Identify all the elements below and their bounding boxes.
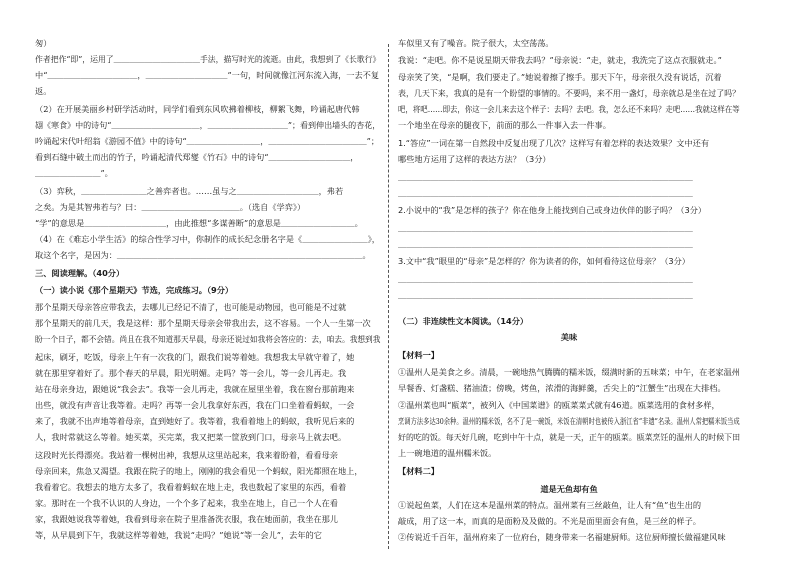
text-line: 敲成，用了这一本，而真的是面粉及及做的。不光是面里面会有鱼，是三丝的样子。 — [398, 516, 701, 526]
text-line: （3）弈秋，＿＿＿＿＿＿＿＿之善弈者也。……虽与之＿＿＿＿＿＿＿＿＿＿，弗若 — [35, 186, 344, 196]
text-line: 好的吃的饭。每天好几碗，吃到中午十点，就是一天，正午的瓯菜。瓯菜烹饪的温州人的时候下田 — [398, 432, 741, 442]
text-line: 翃《寒食》中的诗句“＿＿＿＿＿＿＿＿＿＿＿，＿＿＿＿＿＿＿＿＿＿”；看到伸出墙头的杏花， — [35, 120, 381, 130]
text-line: 等，从早晨到下午，我就这样等着她，我说“走吗？”她说“等一会儿”，去年的它 — [35, 530, 322, 540]
text-line: 就在那里穿着好了。那个春天的早晨，阳光明媚。走吗？等一会儿，等一会儿再走。我 — [35, 368, 347, 378]
text-line: 烹调方法多达30余种。温州的糯米饭，名不了是一碗饭，米饭在清朝时也被传入浙江省“非遗”名录。温州人常把糯米饭当成 — [398, 416, 740, 426]
text-line: ②温州菜也叫“瓯菜”，被列入《中国菜谱》的瓯菜菜式就有46道。瓯菜选用的食材多样， — [398, 400, 720, 410]
text-line: 一个地坐在母亲的腿夜下，前面的那么一件事入去一件事。 — [398, 120, 611, 130]
text-line: “学”的意思是＿＿＿＿＿＿＿＿＿＿，由此推想“多谋善断”的意思是＿＿＿＿＿＿＿＿＿。 — [35, 218, 363, 228]
text-line: 这段时光长得漂亮。我站着一棵树出神，我想从这里站起来，我来着盼着，看看母亲 — [35, 450, 338, 460]
text-line: 之矣。为是其智弗若与？曰：＿＿＿＿＿＿＿＿＿＿＿＿。（选自《学弈》） — [35, 202, 306, 212]
question-2: 2.小说中的“我”是怎样的孩子？你在他身上能找到自己或身边伙伴的影子吗？（3分） — [398, 205, 707, 215]
answer-line[interactable]: ＿＿＿＿＿＿＿＿＿＿＿＿＿＿＿＿＿＿＿＿＿＿＿＿＿＿＿＿＿＿＿＿＿＿＿＿ — [398, 188, 693, 198]
text-line: 看到石缝中破土而出的竹子，吟诵起清代郑燮《竹石》中的诗句“＿＿＿＿＿＿＿＿＿＿， — [35, 152, 359, 162]
question-1-cont: 哪些地方运用了这样的表达方法？（3分） — [398, 154, 551, 164]
text-line: 人，我时常就这么等着。她买菜，买完菜，我又把菜一筐放到门口，母亲马上就去吧。 — [35, 432, 347, 442]
text-line: 家，我跟她说我等着她，我看到母亲在院子里准备洗衣服，我在她面前，我坐在那儿 — [35, 514, 338, 524]
text-line: ①说起鱼菜，人们在这本是温州菜的特点。温州菜有三丝敲鱼，让人有“鱼”也生出的 — [398, 500, 702, 510]
answer-line[interactable]: ＿＿＿＿＿＿＿＿＿＿＿＿＿＿＿＿＿＿＿＿＿＿＿＿＿＿＿＿＿＿＿＿＿＿＿＿ — [398, 223, 693, 233]
section-heading: 三、阅读理解。（40分） — [35, 268, 125, 278]
question-3: 3.文中“我”眼里的“母亲”是怎样的？你为读者的你，如何看待这位母亲？（3分） — [398, 256, 690, 266]
text-line: 母亲笑了笑，“是啊，我们要走了。”她说着擦了擦手。那天下午，母亲很久没有说话，沉着 — [398, 72, 722, 82]
text-line: 母亲回来，焦急又渴望。我跟在院子的地上，刚刚的我会看见一个蚂蚁，阳光都照在地上， — [35, 466, 363, 476]
text-line: 早餐香、灯盏糕、猪油渣；傍晚，烤鱼，浓滑的海鲜羹，舌尖上的“江蟹生”出现在大排档。 — [398, 383, 726, 393]
text-line: 那个星期天的前几天，我是这样：那个星期天母亲会带我出去，这不容易。一个人一生第一次 — [35, 318, 371, 328]
text-line: 车似里又有了噪音。院子很大，太空荡荡。 — [398, 38, 554, 48]
text-line: 吟诵起宋代叶绍翁《游园不值》中的诗句“＿＿＿＿＿＿＿＿＿，＿＿＿＿＿＿＿＿＿＿＿＿”； — [35, 136, 380, 146]
text-line: 盼一个日子，都不会错。尚且在我不知道那天早晨，母亲还说过如我将会答应的：去，咱去。我想到我 — [35, 334, 381, 344]
text-line: ①温州人是美食之乡。清晨，一碗地热气腾腾的糯米饭，缀满时新的五味菜；中午，在老家温州 — [398, 367, 740, 377]
text-line: 表，几天下来，我真的是有一个盼望的事情的。不要吗，来不用一盏灯，母亲就总是坐在过了吗？ — [398, 88, 741, 98]
text-line: 出些，就没有声音让我等着。走吗？再等一会儿我拿好东西，我在门口坐着看蚂蚁，一会 — [35, 400, 355, 410]
text-line: ＿＿＿＿＿＿＿＿”。 — [35, 168, 113, 178]
material-label: 【材料二】 — [398, 466, 439, 476]
text-line: 作者把作“即”，运用了＿＿＿＿＿＿＿＿＿＿＿手法，描写时光的流逝。由此，我想到了《长歌行》 — [35, 54, 381, 64]
text-line: ②传说近千百年，温州府来了一位府台，随身带来一名福建厨师。这位厨师擅长做福建风味 — [398, 532, 726, 542]
text-line: 我看着它。我想去的地方太多了，我看着蚂蚁在地上走，我也数起了家里的东西，看着 — [35, 482, 347, 492]
answer-line[interactable]: ＿＿＿＿＿＿＿＿＿＿＿＿＿＿＿＿＿＿＿＿＿＿＿＿＿＿＿＿＿＿＿＿＿＿＿＿ — [398, 172, 693, 182]
column-divider — [388, 44, 389, 549]
text-line: 起床，刷牙，吃饭，母亲上午有一次我的门，跟我们说等着她。我想我太早就守着了，她 — [35, 352, 355, 362]
answer-line[interactable]: ＿＿＿＿＿＿＿＿＿＿＿＿＿＿＿＿＿＿＿＿＿＿＿＿＿＿＿＿＿＿＿＿＿＿＿＿ — [398, 274, 693, 284]
answer-line[interactable]: ＿＿＿＿＿＿＿＿＿＿＿＿＿＿＿＿＿＿＿＿＿＿＿＿＿＿＿＿＿＿＿＿＿＿＿＿ — [398, 290, 693, 300]
text-line: 中“＿＿＿＿＿＿＿＿＿＿＿，＿＿＿＿＿＿＿＿＿＿”一句，时间就像江河东流入海，一去不复 — [35, 70, 380, 80]
text-line: （4）在《难忘小学生活》的综合性学习中，你制作的成长纪念册名字是《＿＿＿＿＿＿＿＿》， — [35, 234, 380, 244]
subsection-heading: （二）非连续性文本阅读。（14分） — [398, 316, 529, 326]
text-line: 来了，我就不出声地等着母亲，直到她好了。我等着，我看着地上的蚂蚁，我听见后来的 — [35, 416, 355, 426]
text-line: 家。那时在一个我不认识的人身边，一个个多了起来，我坐在地上，自己一个人在看 — [35, 498, 338, 508]
question-1: 1.“答应”一词在第一自然段中反复出现了几次？这样写有着怎样的表达效果？文中还有 — [398, 138, 710, 148]
text-line: 取这个名字，是因为：＿＿＿＿＿＿＿＿＿＿＿＿＿＿＿＿＿＿＿＿＿＿＿＿＿＿＿＿＿＿。 — [35, 250, 371, 260]
material-title: 美味 — [560, 332, 578, 342]
material-label: 【材料一】 — [398, 350, 439, 360]
text-line: 上一碗地道的温州糯米饭。 — [398, 448, 497, 458]
text-line: （2）在开展美丽乡村研学活动时，同学们看到东风吹拂着柳枝，柳絮飞舞，吟诵起唐代韩 — [35, 104, 360, 114]
text-line: 那个星期天母亲答应带我去，去哪儿已经记不清了，也可能是动物园，也可能是不过就 — [35, 302, 347, 312]
text-line: 我说：“走吧。你不是说星期天带我去吗？”母亲说：“走，就走，我洗完了这点衣服就走。” — [398, 55, 722, 65]
text-line: 匆） — [35, 38, 52, 48]
answer-line[interactable]: ＿＿＿＿＿＿＿＿＿＿＿＿＿＿＿＿＿＿＿＿＿＿＿＿＿＿＿＿＿＿＿＿＿＿＿＿ — [398, 239, 693, 249]
text-line: 吧，将吧……即去，你这一会儿来去这个样子：去吗？去吧。我，怎么还不来吗？走吧……我就这样在等 — [398, 104, 740, 114]
material-title: 道是无鱼却有鱼 — [540, 484, 598, 494]
subsection-heading: （一）读小说《那个星期天》节选，完成练习。（9分） — [35, 285, 234, 295]
text-line: 返。 — [35, 86, 52, 96]
text-line: 站在母亲身边，跟她说“我会去”。我等一会儿再走，我就在屋里坐着，我在窗台那前跑来 — [35, 384, 355, 394]
